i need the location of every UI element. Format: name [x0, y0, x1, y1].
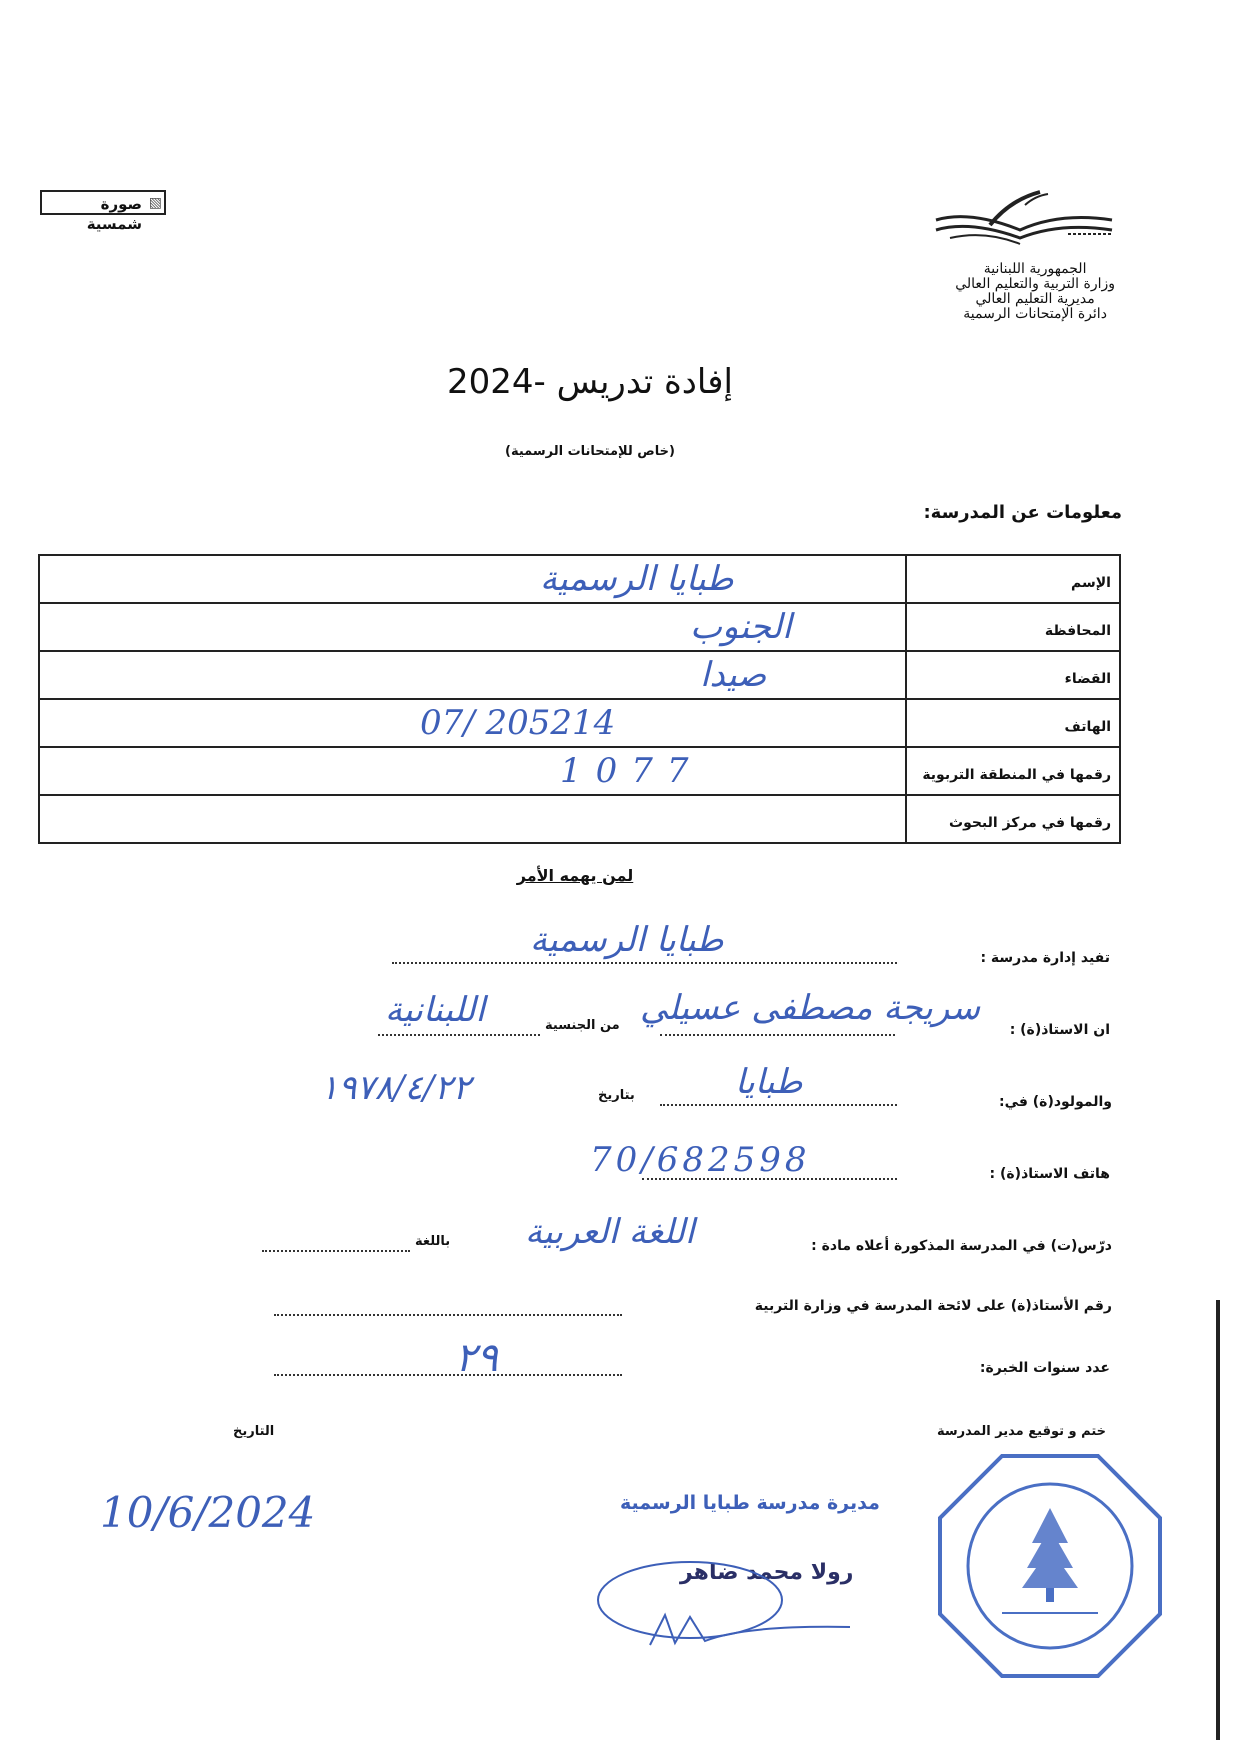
stamp-signature-label: ختم و توقيع مدير المدرسة	[936, 1424, 1106, 1439]
governorate-value: الجنوب	[690, 607, 792, 647]
research-number-label: رقمها في مركز البحوث	[906, 795, 1120, 843]
nationality-value: اللبنانية	[385, 990, 485, 1030]
official-stamp	[932, 1448, 1168, 1684]
language-label: باللغة	[415, 1234, 451, 1249]
signatory-name: رولا محمد ضاهر	[680, 1560, 854, 1585]
phone-cell	[39, 699, 906, 747]
signature-scribble	[595, 1555, 855, 1655]
date-label: التاريخ	[233, 1424, 275, 1439]
scan-edge	[1216, 1300, 1220, 1740]
school-name-value: طبايا الرسمية	[540, 559, 734, 599]
birthdate-label: بتاريخ	[598, 1088, 635, 1103]
school-name-label: الإسم	[906, 555, 1120, 603]
dotted-line	[392, 962, 897, 964]
document-subtitle: (خاص للإمتحانات الرسمية)	[505, 444, 675, 459]
table-row	[39, 555, 1120, 603]
table-row	[39, 699, 1120, 747]
phone-label: الهاتف	[906, 699, 1120, 747]
image-icon: ▧	[148, 195, 162, 211]
ministry-line: دائرة الإمتحانات الرسمية	[963, 306, 1107, 322]
table-row	[39, 795, 1120, 843]
ministry-line: وزارة التربية والتعليم العالي	[955, 276, 1115, 292]
ministry-logo	[930, 190, 1120, 260]
subject-value: اللغة العربية	[525, 1212, 695, 1252]
nationality-label: من الجنسية	[545, 1018, 620, 1033]
photo-label: صورة شمسية	[86, 195, 142, 233]
birthplace-label: والمولود(ة) في:	[998, 1094, 1112, 1110]
dotted-line	[660, 1104, 897, 1106]
ministry-header	[955, 262, 1115, 322]
school-admin-label: تفيد إدارة مدرسة :	[980, 950, 1110, 966]
dotted-line	[660, 1034, 895, 1036]
ministry-line: مديرية التعليم العالي	[975, 291, 1095, 307]
dotted-line	[274, 1374, 622, 1376]
birthplace-value: طبايا	[735, 1062, 803, 1102]
school-phone-value: 07/ 205214	[420, 703, 616, 743]
registry-label: رقم الأستاذ(ة) على لائحة المدرسة في وزارة التربية	[754, 1298, 1112, 1314]
teacher-phone-label: هاتف الاستاذ(ة) :	[989, 1166, 1110, 1182]
school-name-cell	[39, 555, 906, 603]
school-info-heading: معلومات عن المدرسة:	[923, 502, 1122, 523]
table-row	[39, 651, 1120, 699]
signatory-title: مديرة مدرسة طبايا الرسمية	[620, 1492, 880, 1514]
research-number-cell	[39, 795, 906, 843]
photo-placeholder	[40, 190, 166, 233]
experience-value: ٢٩	[455, 1335, 498, 1381]
regional-number-value: 1077	[560, 751, 703, 791]
dotted-line	[274, 1314, 622, 1316]
district-cell	[39, 651, 906, 699]
teacher-name-value: سريجة مصطفى عسيلي	[640, 988, 981, 1028]
subject-label: درّس(ت) في المدرسة المذكورة أعلاه مادة :	[811, 1238, 1112, 1254]
school-admin-value: طبايا الرسمية	[530, 920, 724, 960]
school-info-table	[38, 554, 1121, 844]
date-value: 10/6/2024	[100, 1488, 316, 1537]
dotted-line	[262, 1250, 410, 1252]
district-value: صيدا	[700, 655, 767, 695]
regional-number-label: رقمها في المنطقة التربوية	[906, 747, 1120, 795]
experience-label: عدد سنوات الخبرة:	[979, 1360, 1110, 1376]
birthdate-value: ١٩٧٨/٤/٢٢	[320, 1068, 471, 1108]
table-row	[39, 747, 1120, 795]
regional-number-cell	[39, 747, 906, 795]
teacher-label: ان الاستاذ(ة) :	[1009, 1022, 1110, 1038]
governorate-label: المحافظة	[906, 603, 1120, 651]
table-row	[39, 603, 1120, 651]
to-whom-heading: لمن يهمه الأمر	[516, 866, 634, 885]
ministry-line: الجمهورية اللبنانية	[983, 261, 1087, 277]
document-title: إفادة تدريس -2024	[447, 362, 733, 402]
teacher-phone-value: 70/682598	[590, 1140, 811, 1180]
district-label: القضاء	[906, 651, 1120, 699]
governorate-cell	[39, 603, 906, 651]
dotted-line	[378, 1034, 540, 1036]
